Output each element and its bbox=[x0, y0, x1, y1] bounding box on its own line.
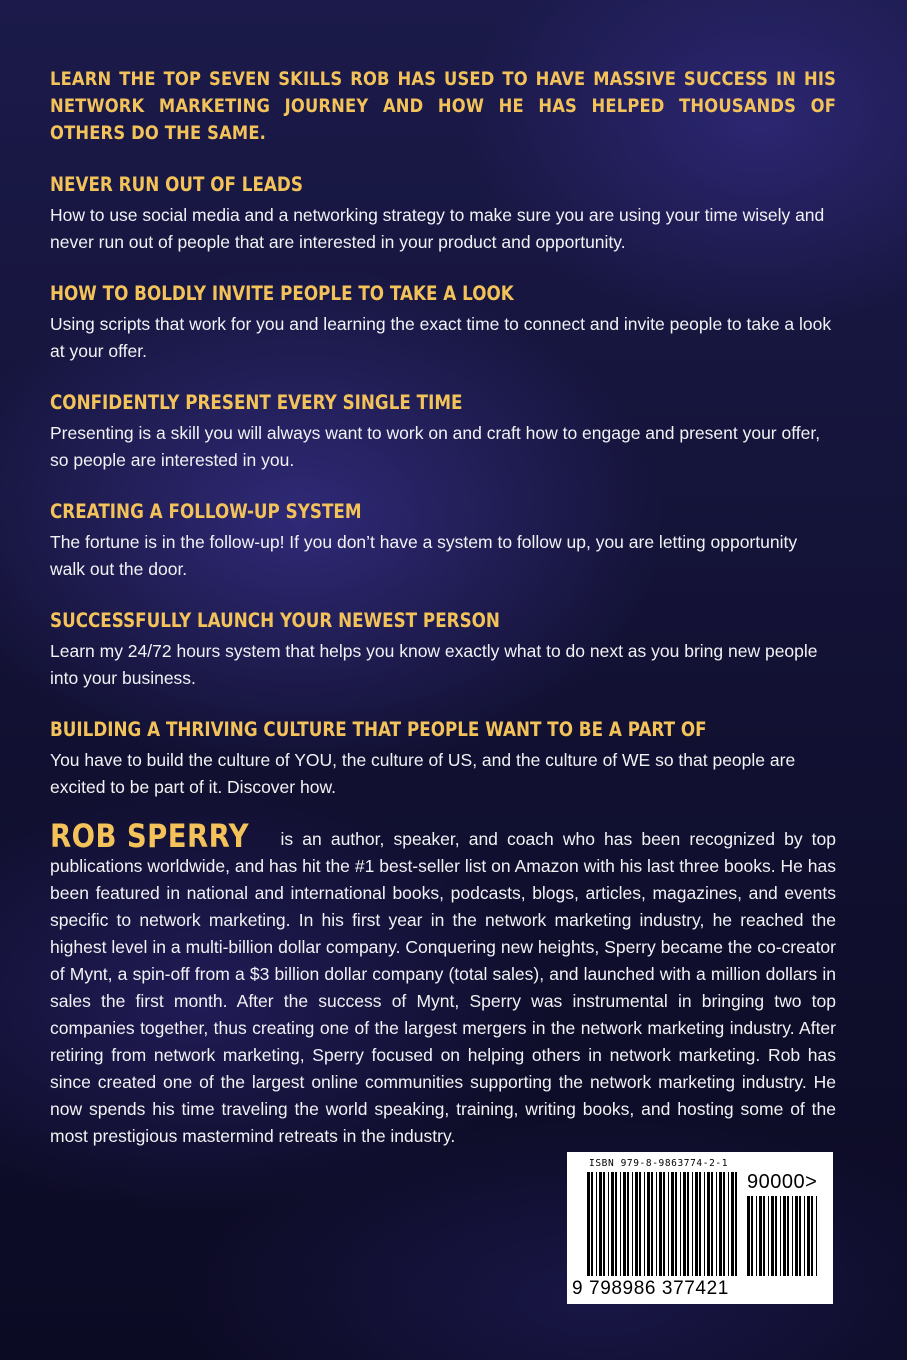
skill-section-1 bbox=[50, 172, 836, 256]
skill-body-1: How to use social media and a networking strategy to make sure you are using your time wisely and never run out of people that are interested in your product and opportunity. bbox=[50, 205, 825, 252]
price-code: 90000> bbox=[747, 1171, 818, 1193]
skill-body-2: Using scripts that work for you and learning the exact time to connect and invite people to take a look at your offer. bbox=[50, 314, 832, 361]
author-bio bbox=[50, 817, 836, 1150]
skill-body-6: You have to build the culture of YOU, the culture of US, and the culture of WE so that people are excited to be part of it. Discover how. bbox=[50, 750, 796, 797]
isbn-label: ISBN 979-8-9863774-2-1 bbox=[589, 1158, 729, 1169]
author-bio-text: is an author, speaker, and coach who has been recognized by top publications worldwide, and has hit the #1 best-seller list on Amazon with his last three books. He has been featured in national and international books, podcasts, blogs, articles, magazines, and events specific to network marketing. In his first year in the network marketing industry, he reached the highest level in a multi-billion dollar company. Conquering new heights, Sperry became the co-creator of Mynt, a spin-off from a $3 billion dollar company (total sales), and launched with a million dollars in sales the first month. After the success of Mynt, Sperry was instrumental in bringing two top companies together, thus creating one of the largest mergers in the network marketing industry. After retiring from network marketing, Sperry focused on helping others in network marketing. Rob has since created one of the largest online communities supporting the network marketing industry. He now spends his time traveling the world speaking, training, writing books, and hosting some of the most prestigious mastermind retreats in the industry. bbox=[50, 829, 836, 1146]
skill-heading-1: NEVER RUN OUT OF LEADS bbox=[50, 173, 303, 196]
skill-body-5: Learn my 24/72 hours system that helps you know exactly what to do next as you bring new people into your business. bbox=[50, 641, 818, 688]
skill-body-4: The fortune is in the follow-up! If you don’t have a system to follow up, you are letting opportunity walk out the door. bbox=[50, 532, 798, 579]
skill-heading-2: HOW TO BOLDLY INVITE PEOPLE TO TAKE A LOOK bbox=[50, 282, 514, 305]
skill-section-2 bbox=[50, 281, 836, 365]
skill-heading-4: CREATING A FOLLOW-UP SYSTEM bbox=[50, 500, 362, 523]
skill-section-4 bbox=[50, 499, 836, 583]
isbn-barcode bbox=[567, 1152, 833, 1304]
barcode-digits: 9 798986 377421 bbox=[572, 1278, 729, 1299]
skill-section-5 bbox=[50, 608, 836, 692]
author-name: ROB SPERRY bbox=[50, 817, 250, 855]
skill-body-3: Presenting is a skill you will always want to work on and craft how to engage and present your offer, so people are interested in you. bbox=[50, 423, 821, 470]
skill-section-6 bbox=[50, 717, 836, 801]
intro-tagline: LEARN THE TOP SEVEN SKILLS ROB HAS USED TO HAVE MASSIVE SUCCESS IN HIS NETWORK MARKETING JOURNEY AND HOW HE HAS HELPED THOUSANDS OF OTHERS DO THE SAME. bbox=[50, 68, 837, 144]
skill-heading-3: CONFIDENTLY PRESENT EVERY SINGLE TIME bbox=[50, 391, 463, 414]
skill-section-3 bbox=[50, 390, 836, 474]
skill-heading-5: SUCCESSFULLY LAUNCH YOUR NEWEST PERSON bbox=[50, 609, 500, 632]
cover-text-block bbox=[50, 66, 836, 1150]
skill-heading-6: BUILDING A THRIVING CULTURE THAT PEOPLE WANT TO BE A PART OF bbox=[50, 718, 707, 741]
